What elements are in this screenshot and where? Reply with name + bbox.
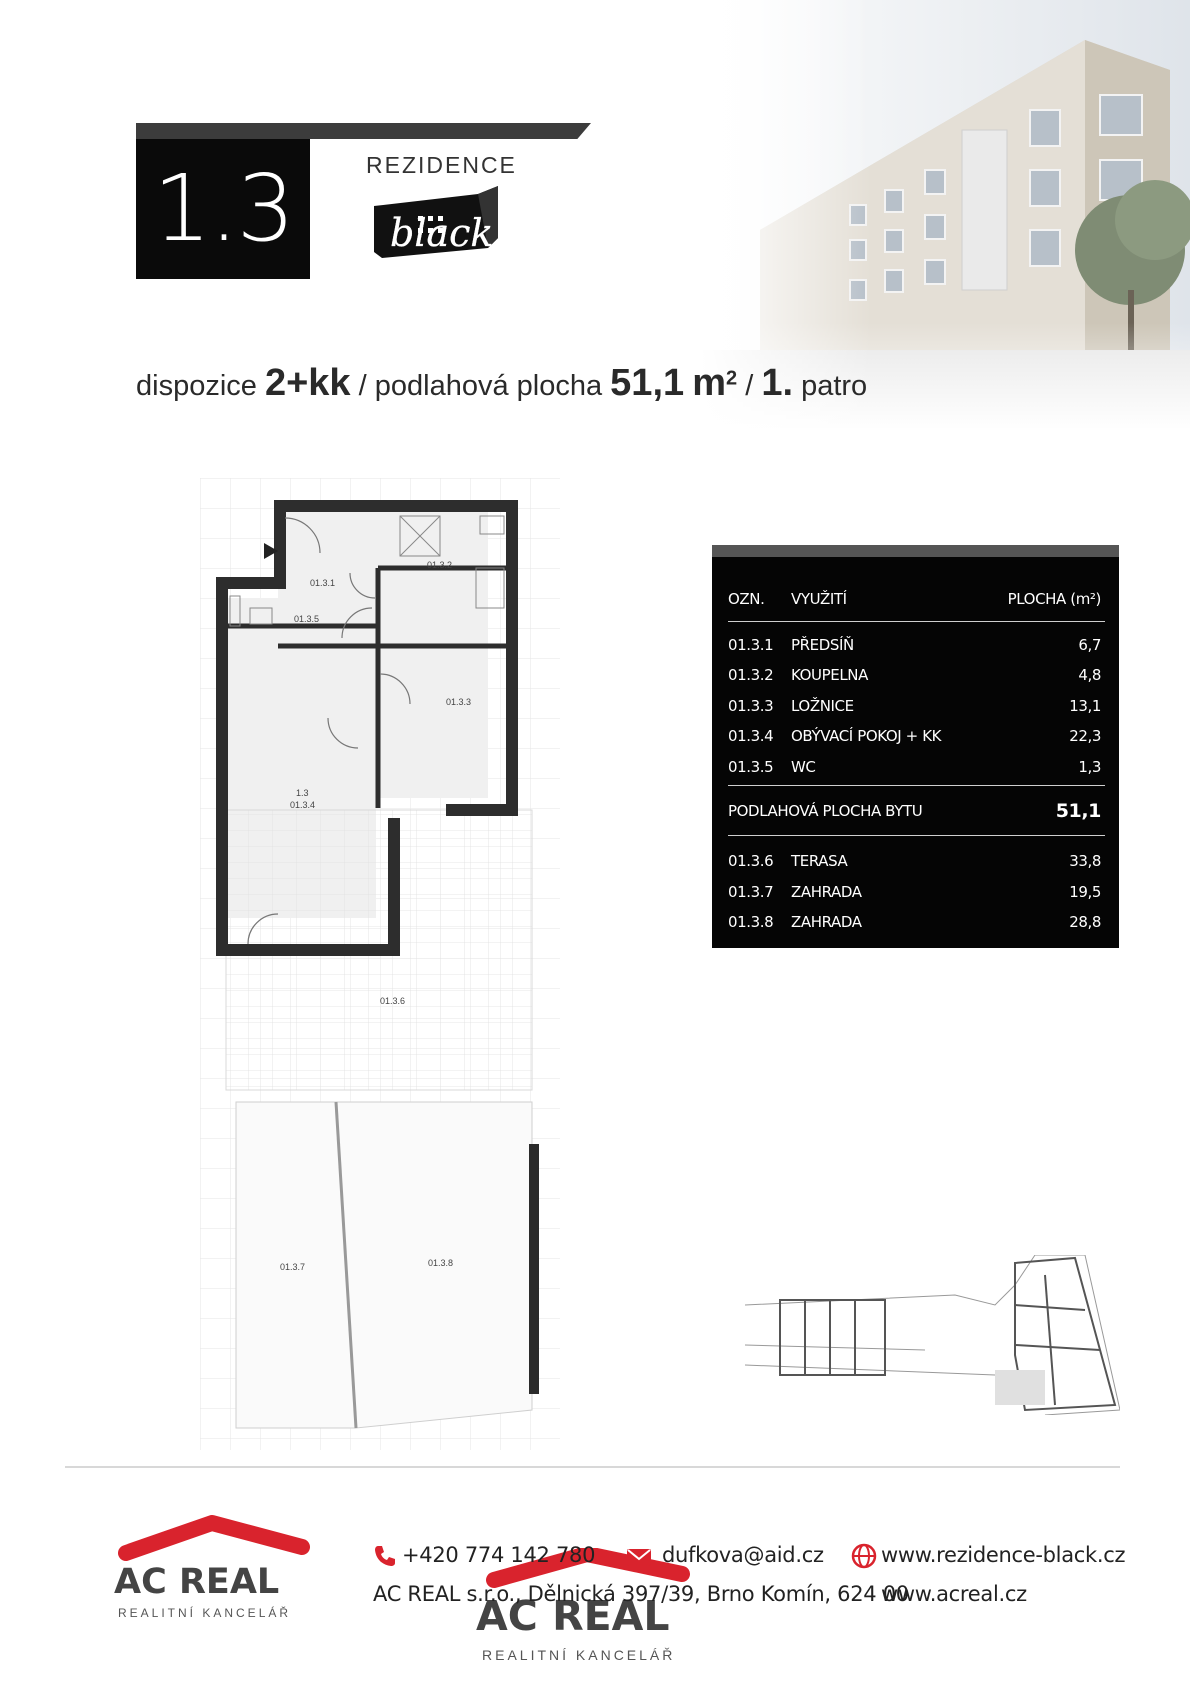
room-code: 01.3.3 [728,697,774,715]
total-row [728,801,1101,821]
svg-text:01.3.6: 01.3.6 [380,996,406,1006]
room-use: LOŽNICE [791,697,854,715]
room-use: PŘEDSÍŇ [791,636,854,654]
divider [728,785,1105,786]
email-link[interactable]: dufkova@aid.cz [662,1543,824,1567]
area-table [712,545,1119,948]
svg-text:REALITNÍ KANCELÁŘ: REALITNÍ KANCELÁŘ [118,1606,292,1620]
table-row [728,635,1101,655]
svg-text:1.3: 1.3 [296,788,309,798]
svg-text:01.3.2: 01.3.2 [427,560,453,570]
area-unit: m [692,362,726,404]
room-area: 19,5 [1069,883,1101,901]
unit-number: 1.3 [136,139,310,279]
svg-text:01.3.8: 01.3.8 [428,1258,454,1268]
disposition-value: 2+kk [264,362,351,404]
room-use: ZAHRADA [791,883,862,901]
header-bar [136,123,591,139]
room-code: 01.3.4 [728,727,774,745]
table-row [728,912,1101,932]
room-area: 28,8 [1069,913,1101,931]
area-unit-exp: 2 [726,367,738,390]
footer-divider [65,1466,1120,1468]
table-row [728,696,1101,716]
room-use: OBÝVACÍ POKOJ + KK [791,727,942,745]
header-area: PLOCHA (m²) [1007,590,1101,608]
svg-text:black: black [390,211,494,255]
table-row [728,851,1101,871]
table-row [728,882,1101,902]
svg-text:01.3.7: 01.3.7 [280,1262,306,1272]
ac-real-logo-watermark [472,1548,722,1678]
room-area: 33,8 [1069,852,1101,870]
svg-text:01.3.3: 01.3.3 [446,697,472,707]
floor-plan [200,478,560,1450]
table-row [728,726,1101,746]
svg-text:AC REAL: AC REAL [476,1592,670,1640]
site-plan [745,1255,1120,1415]
header-use: VYUŽITÍ [791,590,847,608]
area-label: podlahová plocha [374,370,603,402]
room-code: 01.3.8 [728,913,774,931]
total-value: 51,1 [1055,800,1101,822]
room-use: ZAHRADA [791,913,862,931]
room-area: 4,8 [1078,666,1101,684]
room-code: 01.3.6 [728,852,774,870]
company-address: AC REAL s.r.o., Dělnická 397/39, Brno Komín, 624 00 [373,1582,909,1606]
divider [728,621,1105,622]
svg-text:01.3.5: 01.3.5 [294,614,320,624]
room-code: 01.3.1 [728,636,774,654]
room-area: 22,3 [1069,727,1101,745]
room-code: 01.3.7 [728,883,774,901]
phone-number[interactable]: +420 774 142 780 [402,1543,596,1567]
svg-text:01.3.4: 01.3.4 [290,800,316,810]
table-row [728,757,1101,777]
email-icon [626,1544,652,1570]
total-label: PODLAHOVÁ PLOCHA BYTU [728,802,923,820]
svg-text:REALITNÍ KANCELÁŘ: REALITNÍ KANCELÁŘ [482,1647,676,1663]
unit-summary [136,362,867,405]
table-header [728,589,1101,609]
phone-icon [372,1543,398,1569]
rezidence-black-logo [368,186,520,276]
room-area: 13,1 [1069,697,1101,715]
disposition-label: dispozice [136,370,257,402]
divider [728,835,1105,836]
ac-real-logo [112,1515,322,1625]
web-icon [851,1543,877,1569]
floor-value: 1. [761,362,794,404]
brand-name: REZIDENCE [366,152,517,178]
website-link[interactable]: www.rezidence-black.cz [881,1543,1126,1567]
floor-label: patro [801,370,868,402]
website-link-2[interactable]: www.acreal.cz [881,1582,1027,1606]
table-row [728,665,1101,685]
svg-text:AC REAL: AC REAL [114,1562,280,1602]
room-use: WC [791,758,816,776]
room-code: 01.3.5 [728,758,774,776]
svg-text:01.3.1: 01.3.1 [310,578,336,588]
room-area: 6,7 [1078,636,1101,654]
header-code: OZN. [728,590,765,608]
room-use: KOUPELNA [791,666,868,684]
room-code: 01.3.2 [728,666,774,684]
separator: / [358,370,367,402]
area-value: 51,1 [610,362,685,404]
room-use: TERASA [791,852,848,870]
separator: / [745,370,754,402]
room-area: 1,3 [1078,758,1101,776]
